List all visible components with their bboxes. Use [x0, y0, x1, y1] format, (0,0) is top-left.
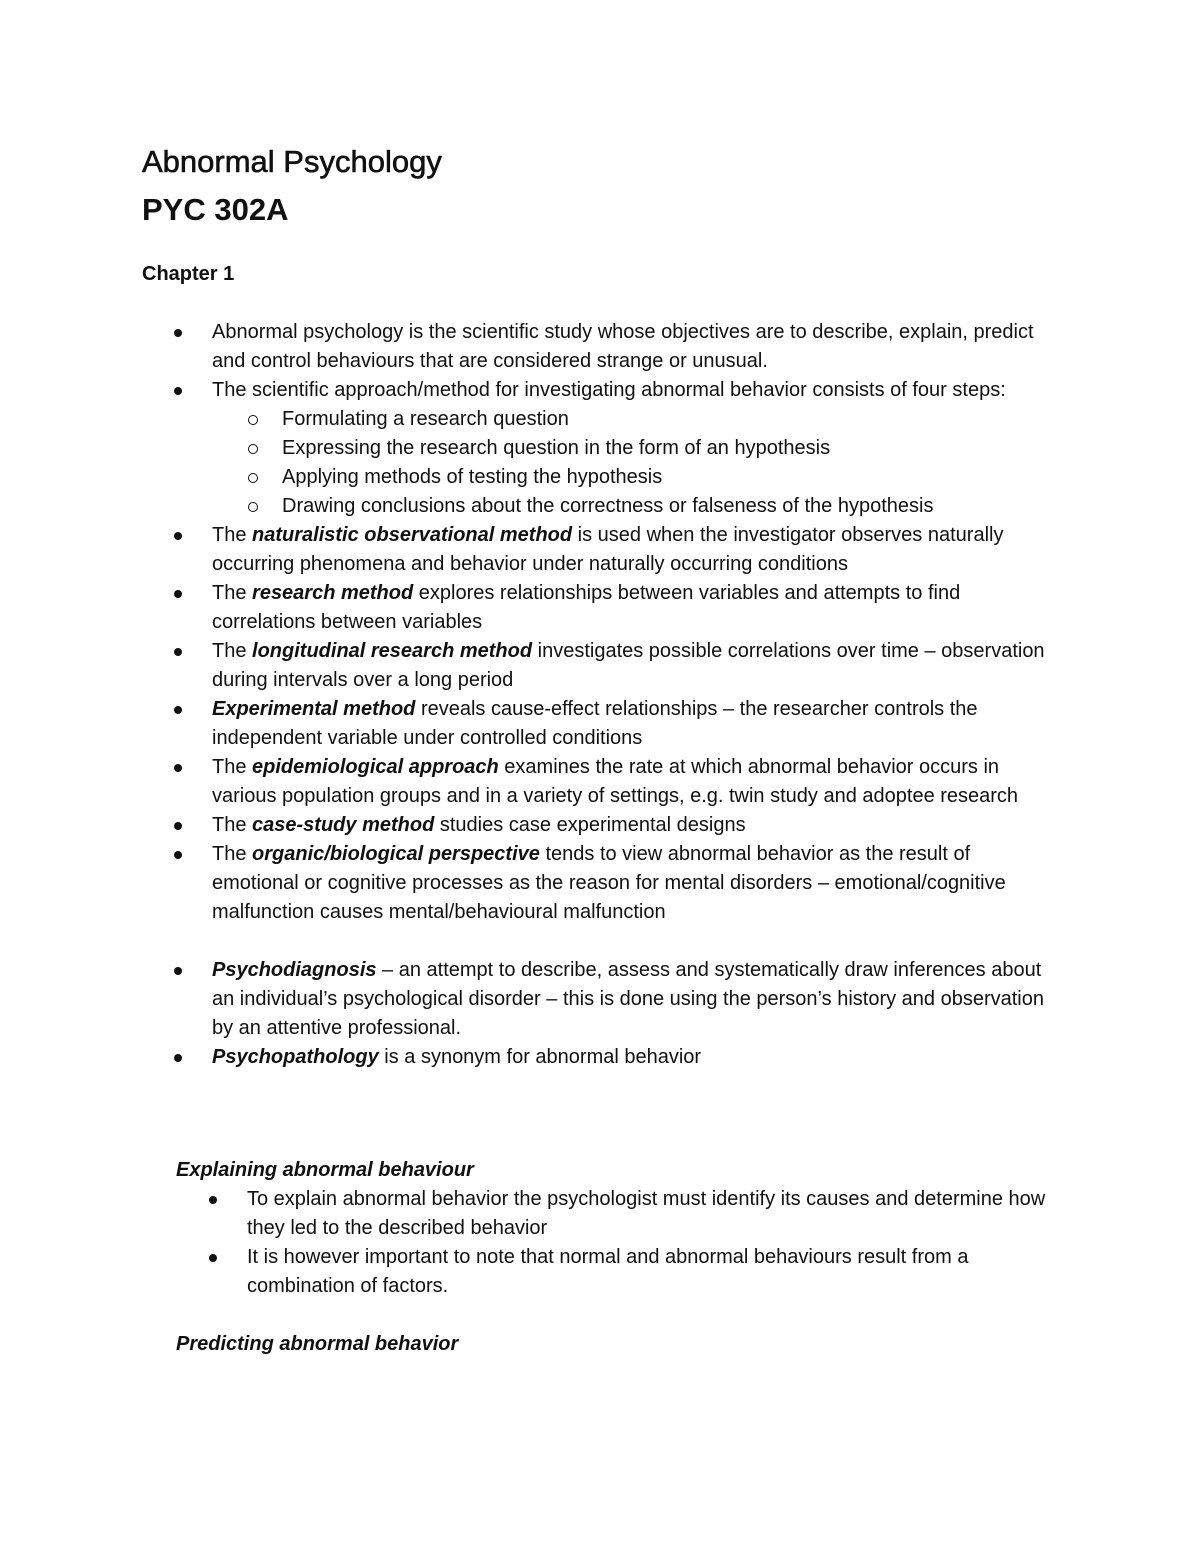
bullet-text: It is however important to note that normal and abnormal behaviours result from a combination of factors.	[247, 1246, 969, 1297]
definition-text: examines the rate at which abnormal behavior occurs in various population groups and in a variety of settings, e.g. twin study and adoptee research	[212, 756, 1019, 807]
hollow-circle-icon	[248, 415, 258, 425]
definition-text: reveals cause-effect relationships – the researcher controls the independent variable under controlled conditions	[212, 698, 978, 749]
bullet-icon	[174, 590, 182, 598]
list-item	[212, 579, 1062, 637]
list-item	[212, 695, 1062, 753]
list-item	[282, 434, 1062, 463]
text-prefix: The	[212, 582, 253, 604]
bullet-text: Abnormal psychology is the scientific study whose objectives are to describe, explain, predict and control behaviours that are considered strange or unusual.	[212, 321, 1034, 372]
key-term: case-study method	[252, 814, 435, 836]
bullet-icon	[174, 329, 182, 337]
list-item	[247, 1243, 1067, 1301]
bullet-icon	[174, 967, 182, 975]
list-item	[212, 376, 1062, 521]
step-text: Formulating a research question	[282, 408, 569, 430]
text-prefix: The	[212, 843, 253, 865]
definition-text: studies case experimental designs	[434, 814, 746, 836]
list-item	[282, 492, 1062, 521]
bullet-icon	[174, 532, 182, 540]
bullet-icon	[174, 851, 182, 859]
key-term: epidemiological approach	[252, 756, 499, 778]
step-text: Expressing the research question in the form of an hypothesis	[282, 437, 831, 459]
definition-text: is used when the investigator observes naturally occurring phenomena and behavior under naturally occurring conditions	[212, 524, 1004, 575]
definition-text: – an attempt to describe, assess and systematically draw inferences about an individual’s psychological disorder – this is done using the person’s history and observation by an attentive professional.	[212, 959, 1044, 1039]
list-item	[212, 811, 1062, 840]
hollow-circle-icon	[248, 502, 258, 512]
bullet-icon	[209, 1196, 217, 1204]
key-term: Experimental method	[212, 698, 416, 720]
list-item	[212, 956, 1062, 1043]
list-item	[212, 318, 1062, 376]
key-term: longitudinal research method	[252, 640, 533, 662]
explaining-bullet-list	[247, 1185, 1067, 1301]
definition-text: investigates possible correlations over time – observation during intervals over a long period	[212, 640, 1045, 691]
step-text: Applying methods of testing the hypothesis	[282, 466, 663, 488]
bullet-icon	[174, 1054, 182, 1062]
bullet-text: To explain abnormal behavior the psychologist must identify its causes and determine how they led to the described behavior	[247, 1188, 1046, 1239]
list-item	[212, 840, 1062, 927]
predicting-heading: Predicting abnormal behavior	[176, 1333, 459, 1355]
chapter-heading: Chapter 1	[142, 263, 235, 285]
bullet-text: The scientific approach/method for investigating abnormal behavior consists of four steps:	[212, 379, 1006, 401]
document-title: Abnormal Psychology	[142, 144, 442, 179]
list-item	[282, 463, 1062, 492]
text-prefix: The	[212, 814, 253, 836]
list-item	[212, 753, 1062, 811]
bullet-icon	[174, 387, 182, 395]
list-item	[212, 637, 1062, 695]
key-term: naturalistic observational method	[252, 524, 573, 546]
chapter1-bullet-list	[212, 318, 1062, 1072]
text-prefix: The	[212, 640, 253, 662]
list-item	[247, 1185, 1067, 1243]
steps-sublist	[212, 405, 1062, 521]
bullet-icon	[209, 1254, 217, 1262]
text-prefix: The	[212, 524, 253, 546]
list-item	[282, 405, 1062, 434]
bullet-icon	[174, 764, 182, 772]
list-item	[212, 1043, 1062, 1072]
text-prefix: The	[212, 756, 253, 778]
bullet-icon	[174, 822, 182, 830]
hollow-circle-icon	[248, 473, 258, 483]
step-text: Drawing conclusions about the correctness or falseness of the hypothesis	[282, 495, 934, 517]
hollow-circle-icon	[248, 444, 258, 454]
bullet-icon	[174, 706, 182, 714]
explaining-heading: Explaining abnormal behaviour	[176, 1159, 474, 1181]
bullet-icon	[174, 648, 182, 656]
key-term: organic/biological perspective	[252, 843, 540, 865]
course-code: PYC 302A	[142, 192, 289, 227]
definition-text: tends to view abnormal behavior as the result of emotional or cognitive processes as the reason for mental disorders – emotional/cognitive malfunction causes mental/behavioural malfunction	[212, 843, 1006, 923]
key-term: Psychopathology	[212, 1046, 379, 1068]
key-term: Psychodiagnosis	[212, 959, 377, 981]
list-item	[212, 521, 1062, 579]
definition-text: explores relationships between variables and attempts to find correlations between variables	[212, 582, 961, 633]
definition-text: is a synonym for abnormal behavior	[378, 1046, 702, 1068]
key-term: research method	[252, 582, 414, 604]
